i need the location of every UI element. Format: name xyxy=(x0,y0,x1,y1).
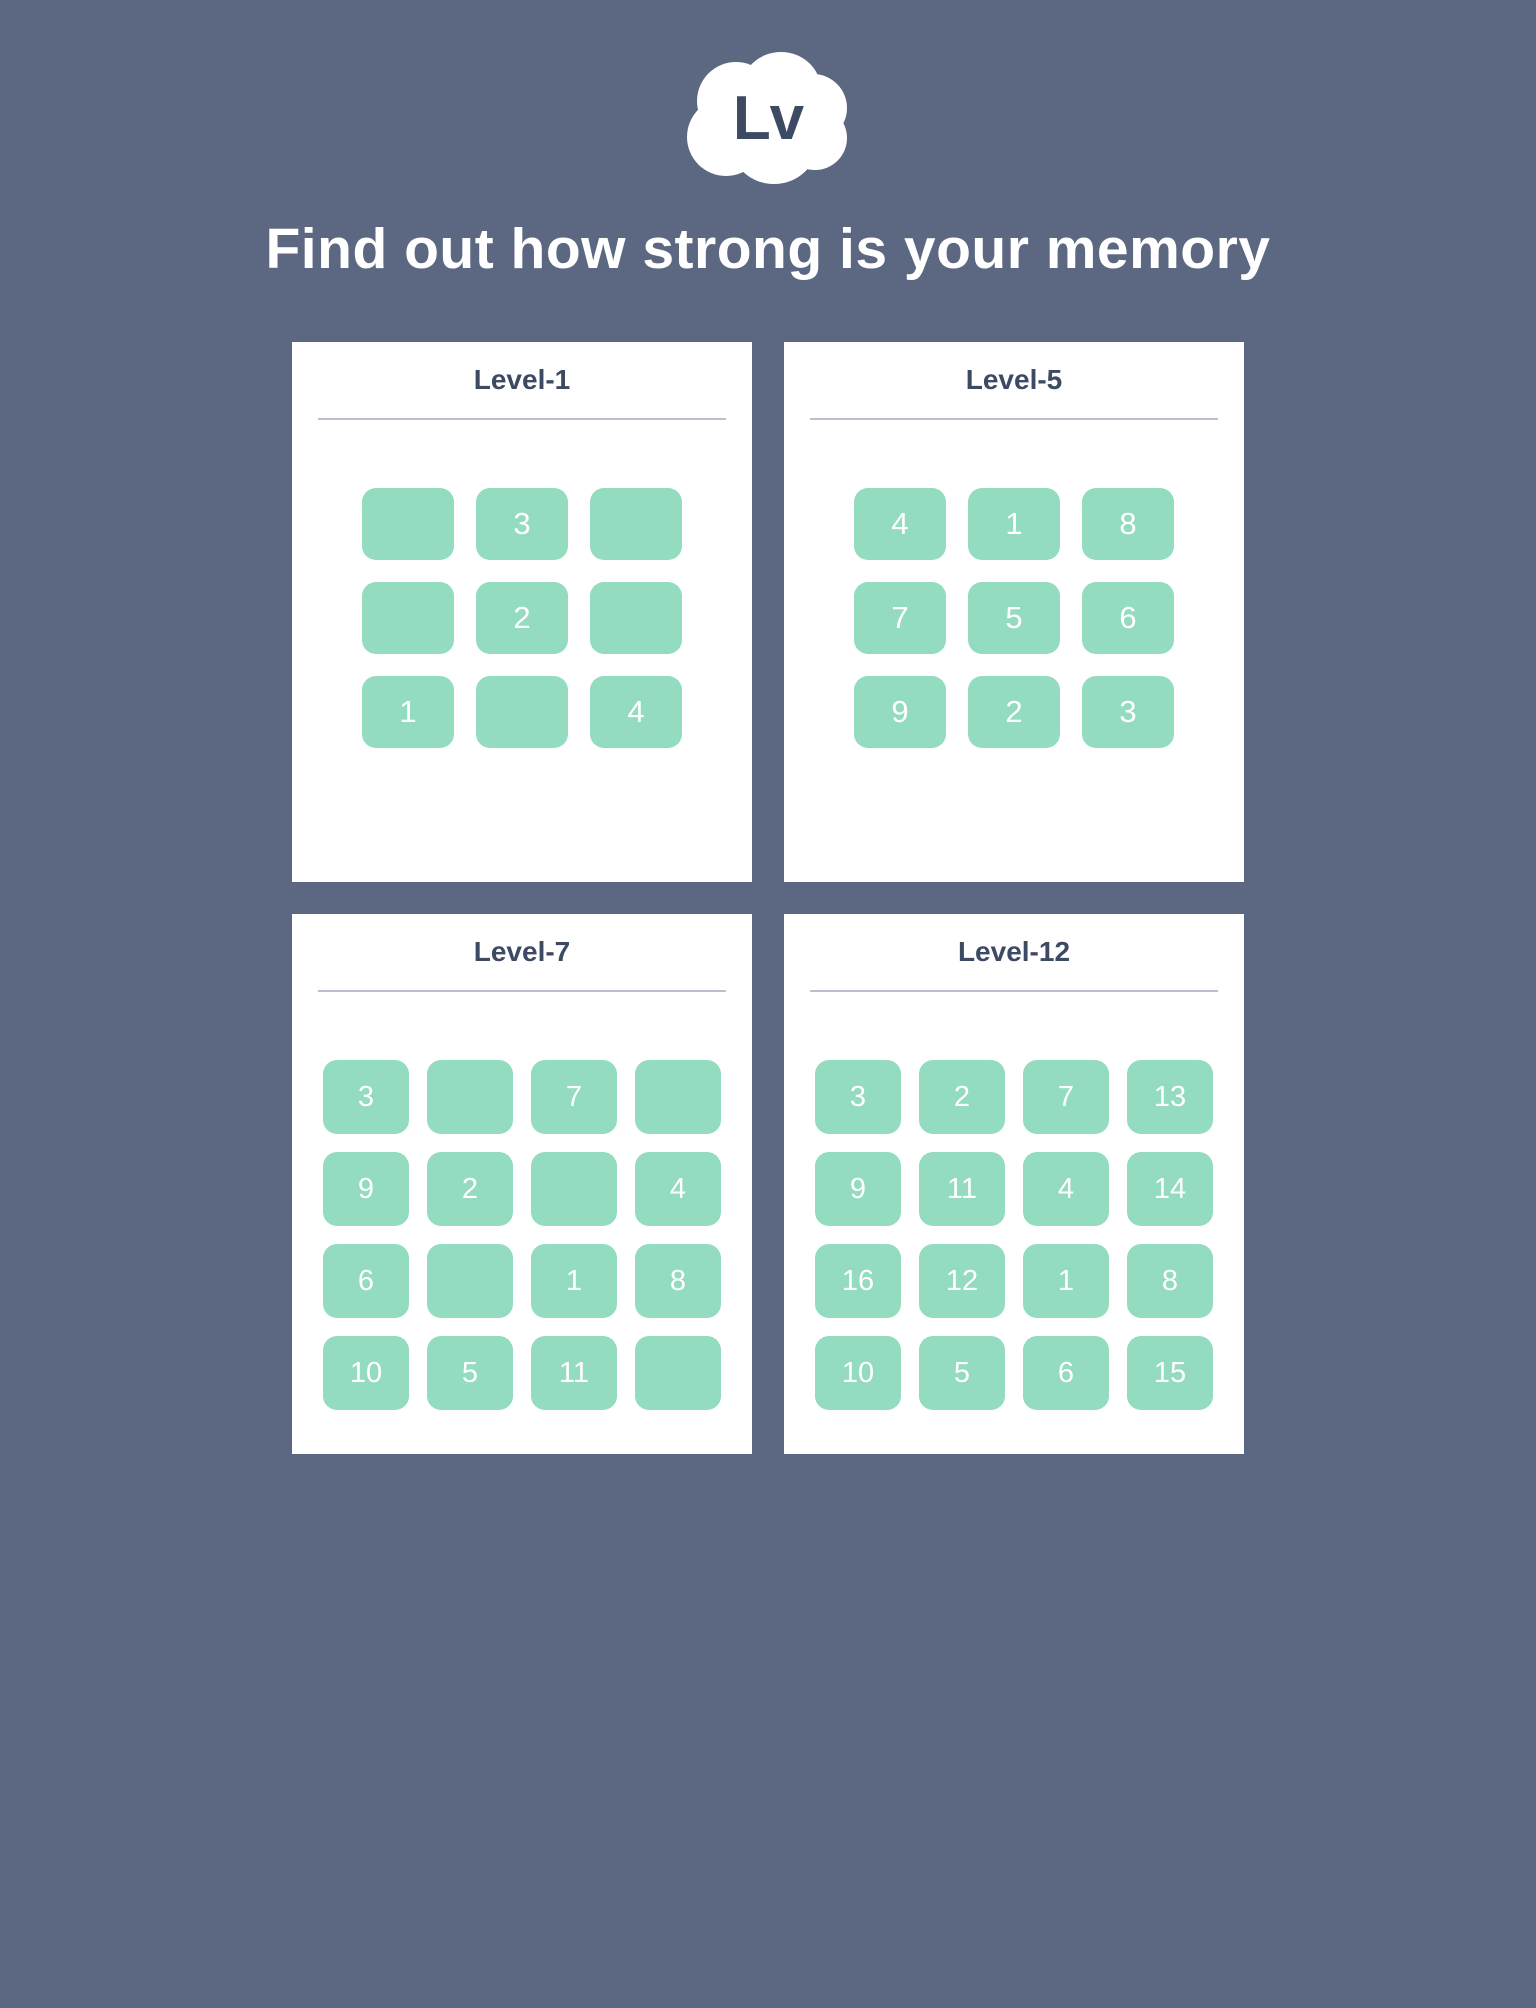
level-card-title: Level-12 xyxy=(810,936,1218,992)
memory-tile[interactable]: 11 xyxy=(531,1336,617,1410)
memory-tile[interactable]: 8 xyxy=(1082,488,1174,560)
memory-tile[interactable] xyxy=(590,582,682,654)
tile-grid xyxy=(815,1060,1213,1410)
memory-tile[interactable]: 7 xyxy=(531,1060,617,1134)
memory-tile[interactable]: 4 xyxy=(635,1152,721,1226)
page-header xyxy=(0,0,1536,282)
memory-tile[interactable]: 6 xyxy=(1023,1336,1109,1410)
memory-tile[interactable]: 2 xyxy=(919,1060,1005,1134)
level-card-title: Level-1 xyxy=(318,364,726,420)
memory-tile[interactable]: 9 xyxy=(815,1152,901,1226)
memory-tile[interactable]: 3 xyxy=(1082,676,1174,748)
tile-grid-wrapper xyxy=(318,992,726,1454)
memory-tile[interactable]: 8 xyxy=(635,1244,721,1318)
memory-tile[interactable]: 9 xyxy=(854,676,946,748)
memory-tile[interactable]: 1 xyxy=(968,488,1060,560)
tile-grid-wrapper xyxy=(318,420,726,882)
memory-tile[interactable]: 10 xyxy=(323,1336,409,1410)
memory-tile[interactable]: 7 xyxy=(854,582,946,654)
memory-tile[interactable]: 2 xyxy=(427,1152,513,1226)
memory-tile[interactable] xyxy=(362,582,454,654)
tile-grid xyxy=(854,488,1174,748)
page-title: Find out how strong is your memory xyxy=(265,217,1271,281)
tile-grid xyxy=(323,1060,721,1410)
memory-tile[interactable] xyxy=(476,676,568,748)
memory-tile[interactable]: 11 xyxy=(919,1152,1005,1226)
memory-tile[interactable]: 4 xyxy=(1023,1152,1109,1226)
memory-tile[interactable] xyxy=(427,1244,513,1318)
level-card[interactable] xyxy=(784,914,1244,1454)
memory-tile[interactable]: 10 xyxy=(815,1336,901,1410)
memory-tile[interactable]: 6 xyxy=(1082,582,1174,654)
memory-tile[interactable]: 5 xyxy=(968,582,1060,654)
memory-tile[interactable]: 14 xyxy=(1127,1152,1213,1226)
level-card-title: Level-5 xyxy=(810,364,1218,420)
level-card[interactable] xyxy=(292,342,752,882)
memory-tile[interactable]: 2 xyxy=(476,582,568,654)
memory-tile[interactable] xyxy=(531,1152,617,1226)
memory-tile[interactable]: 6 xyxy=(323,1244,409,1318)
brain-cloud-icon xyxy=(679,48,857,188)
memory-tile[interactable]: 8 xyxy=(1127,1244,1213,1318)
memory-tile[interactable] xyxy=(635,1060,721,1134)
memory-tile[interactable]: 2 xyxy=(968,676,1060,748)
tile-grid-wrapper xyxy=(810,420,1218,882)
memory-tile[interactable]: 1 xyxy=(1023,1244,1109,1318)
memory-tile[interactable]: 5 xyxy=(919,1336,1005,1410)
level-card[interactable] xyxy=(784,342,1244,882)
memory-tile[interactable]: 16 xyxy=(815,1244,901,1318)
memory-tile[interactable] xyxy=(590,488,682,560)
memory-tile[interactable]: 9 xyxy=(323,1152,409,1226)
level-card-title: Level-7 xyxy=(318,936,726,992)
tile-grid xyxy=(362,488,682,748)
level-card[interactable] xyxy=(292,914,752,1454)
tile-grid-wrapper xyxy=(810,992,1218,1454)
memory-tile[interactable]: 3 xyxy=(815,1060,901,1134)
memory-tile[interactable]: 1 xyxy=(362,676,454,748)
memory-tile[interactable] xyxy=(635,1336,721,1410)
memory-tile[interactable]: 1 xyxy=(531,1244,617,1318)
memory-tile[interactable]: 15 xyxy=(1127,1336,1213,1410)
logo-text: Lv xyxy=(732,83,804,153)
memory-tile[interactable]: 4 xyxy=(590,676,682,748)
memory-tile[interactable]: 13 xyxy=(1127,1060,1213,1134)
memory-tile[interactable] xyxy=(362,488,454,560)
memory-tile[interactable]: 4 xyxy=(854,488,946,560)
level-card-grid xyxy=(292,342,1244,1454)
memory-tile[interactable]: 3 xyxy=(476,488,568,560)
memory-tile[interactable]: 7 xyxy=(1023,1060,1109,1134)
memory-tile[interactable]: 5 xyxy=(427,1336,513,1410)
memory-tile[interactable]: 12 xyxy=(919,1244,1005,1318)
memory-tile[interactable]: 3 xyxy=(323,1060,409,1134)
memory-tile[interactable] xyxy=(427,1060,513,1134)
